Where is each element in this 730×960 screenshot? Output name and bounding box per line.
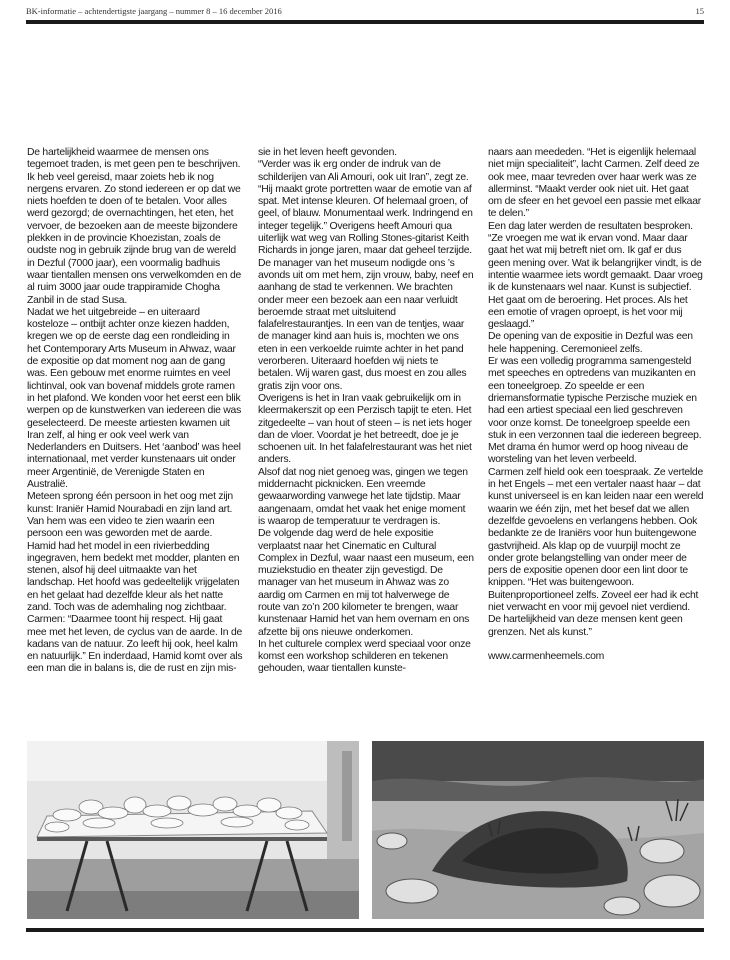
bottom-rule — [26, 928, 704, 932]
running-title: BK-informatie – achtendertigste jaargang – nummer 8 – 16 december 2016 — [26, 6, 282, 16]
website-link[interactable]: www.carmenheemels.com — [488, 650, 605, 662]
article-column-2 — [258, 147, 474, 676]
photo-artwork-table — [27, 741, 359, 919]
paragraph: Nadat we het uitgebreide – en uiteraard kosteloze – ontbijt achter onze kiezen hadden, kregen we op de eerste dag een rondleiding in het Contemporary Arts Museum in Ahwaz, waar de expositie op dat moment nog aan de gang was. Een gebouw met enorme ruimtes en veel lichtinval, ook van bovenaf middels grote ramen in het plafond. We konden voor het eerst een blik werpen op de kunstwerken van iedereen die was geselecteerd. De meeste artiesten kwamen uit Iran zelf, al hing er ook veel werk van Nederlanders en Duitsers. Het ‘aanbod’ was heel internationaal, met verder kunstenaars uit onder meer Argentinië, de Verenigde Staten en Australië. — [27, 306, 242, 491]
paragraph: Alsof dat nog niet genoeg was, gingen we tegen middernacht picknicken. Een vreemde gewaarwording vanwege het late tijdstip. Maar aangenaam, omdat het vaak het enige moment is waarop de temperatuur te verdragen is. — [258, 466, 468, 527]
artwork-table-illustration — [27, 741, 359, 919]
paragraph: naars aan meededen. “Het is eigenlijk helemaal niet mijn specialiteit”, lacht Carmen. Zelf deed ze ook mee, maar tevreden over haar werk was ze allerminst. “Maakt verder ook niet uit. Het gaat om de sfeer en het gevoel een passie met elkaar te delen.” — [488, 147, 701, 220]
paragraph: De volgende dag werd de hele expositie verplaatst naar het Cinematic en Cultural Complex in Dezful, waar naast een museum, een muziekstudio en theater zijn gevestigd. De manager van het museum in Ahwaz was zo aardig om Carmen en mij tot halverwege de route van zo’n 200 kilometer te brengen, waar kunstenaar Hamid het van hem overnam en ons afzette bij ons nieuwe onderkomen. — [258, 528, 474, 638]
land-art-illustration — [372, 741, 704, 919]
article-column-1 — [27, 147, 243, 676]
paragraph: Er was een volledig programma samengesteld met speeches en optredens van muzikanten en een toneelgroep. Zo speelde er een driemansformatie typische Perzische muziek en had een artiest speciaal een lied geschreven voor onze komst. De toneelgroep speelde een stuk in een verzonnen taal die iedereen begreep. Met drama én humor werd op hoog niveau de worsteling van het leven verbeeld. — [488, 356, 702, 466]
paragraph: De opening van de expositie in Dezful was een hele happening. Ceremonieel zelfs. — [488, 331, 693, 355]
photo-land-art-riverbed — [372, 741, 704, 919]
page-number: 15 — [695, 6, 704, 16]
paragraph: Carmen zelf hield ook een toespraak. Ze vertelde in het Engels – met een vertaler naast haar – dat kunst universeel is en kan leiden naar een wereld waarin we één zijn, met het besef dat we allen dezelfde gevoelens en verlangens hebben. Ook bedankte ze de Iraniërs voor hun buitengewone gastvrijheid. Als klap op de vuurpijl mocht ze onder grote belangstelling van onder meer de pers de expositie openen door een lint door te knippen. “Het was buitengewoon. Buitenproportioneel zelfs. Zoveel eer had ik echt niet verwacht en voor mij gevoel niet verdiend. De hartelijkheid van deze mensen kent geen grenzen. Net als kunst.” — [488, 466, 704, 638]
running-header — [26, 3, 704, 19]
paragraph: sie in het leven heeft gevonden. — [258, 147, 397, 158]
paragraph: “Verder was ik erg onder de indruk van de schilderijen van Ali Amouri, ook uit Iran”, zegt ze. “Hij maakt grote portretten waar de emotie van af spat. Met intense kleuren. Of helemaal groen, of geel, of blauw. Monumentaal werk. Indringend en integer tegelijk.” Overigens heeft Amouri qua uiterlijk wat weg van Rolling Stones-gitarist Keith Richards in jonge jaren, maar dat geheel terzijde. — [258, 159, 473, 257]
top-rule — [26, 20, 704, 24]
paragraph: De hartelijkheid waarmee de mensen ons tegemoet traden, is met geen pen te beschrijven. Ik heb veel gereisd, maar zoiets heb ik nog nergens ervaren. Zo stond iedereen er op dat we niets hoefden te doen of te betalen. Voor alles werd gezorgd; de overnachtingen, het eten, het vervoer, de bezoeken aan de meeste bijzondere plekken in de provincie Khoezistan, zoals de oudste nog in gebruik zijnde brug van de wereld in Dezful (7000 jaar), een voormalig badhuis waar tientallen mensen ons verwelkomden en de al ruim 3000 jaar oude trappiramide Chogha Zanbil in de stad Susa. — [27, 147, 242, 306]
paragraph: In het culturele complex werd speciaal voor onze komst een workshop schilderen en tekenen gehouden, waar tientallen kunste- — [258, 638, 471, 675]
paragraph: Overigens is het in Iran vaak gebruikelijk om in kleermakerszit op een Perzisch tapijt te eten. Het zitgedeelte – van hout of steen – is net iets hoger dan de vloer. Voordat je het betreedt, doe je je schoenen uit. In het falafelrestaurant was het niet anders. — [258, 392, 472, 466]
paragraph: De manager van het museum nodigde ons ’s avonds uit om met hem, zijn vrouw, baby, neef en aanhang de stad te verkennen. We brachten onder meer een bezoek aan een naar verluidt beroemde straat met uitsluitend falafelrestaurantjes. In een van de tentjes, waar de manager kind aan huis is, mochten we ons eten in een verkoelde ruimte achter in het pand verorberen. Uiteraard hoefden wij niets te betalen. Wij waren gast, dus moest en zou alles gratis zijn voor ons. — [258, 257, 474, 392]
article-column-3 — [488, 147, 704, 663]
paragraph: Meteen sprong één persoon in het oog met zijn kunst: Iraniër Hamid Nourabadi en zijn land art. Van hem was een video te zien waarin een persoon een was geworden met de aarde. Hamid had het model in een rivierbedding ingegraven, hem bedekt met modder, planten en stenen, alsof hij deel uitmaakte van het landschap. Het hoofd was gedeeltelijk vrijgelaten en het gelaat had dezelfde kleur als het natte zand. Toch was de ademhaling nog zichtbaar. Carmen: “Daarmee toont hij respect. Hij gaat mee met het leven, de cyclus van de aarde. In de kadans van de natuur. Zo leeft hij ook, heel kalm en natuurlijk.” En inderdaad, Hamid komt over als een man die in balans is, die de rust en zijn mis- — [27, 491, 243, 675]
paragraph: Een dag later werden de resultaten besproken. “Ze vroegen me wat ik ervan vond. Maar daar gaat het wat mij betreft niet om. Ik gaf er dus geen mening over. Wat ik belangrijker vindt, is de intentie waarmee iets wordt gemaakt. Daar vroeg ik de kunstenaars wel naar. Kunst is subjectief. Het gaat om de beroering. Het proces. Als het een emotie of vragen oproept, is het voor mij geslaagd.” — [488, 220, 703, 331]
